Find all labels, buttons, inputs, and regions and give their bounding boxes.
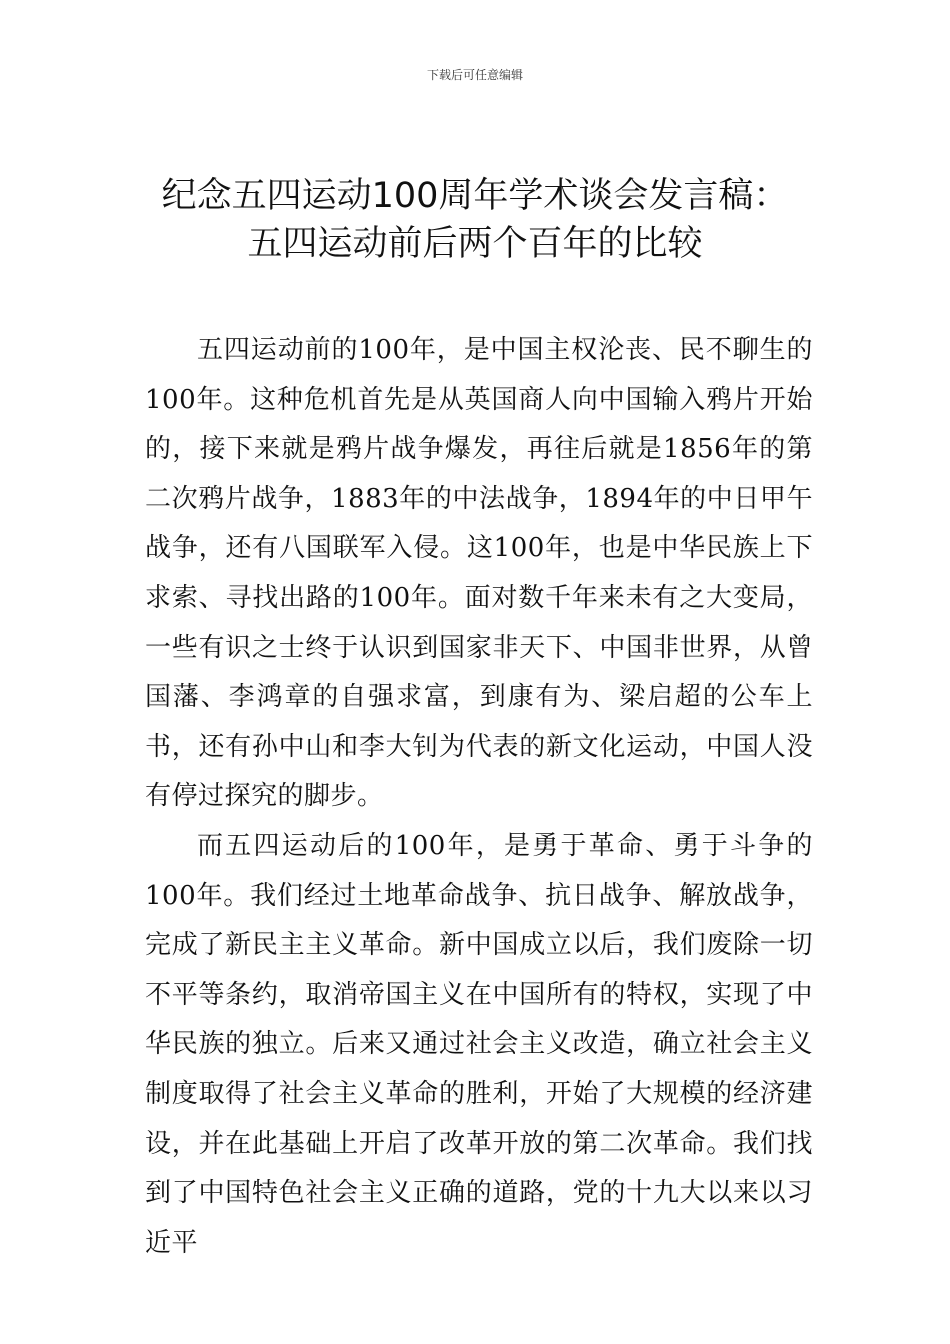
header-note: 下载后可任意编辑 [426,68,523,82]
title-line-2: 五四运动前后两个百年的比较 [247,224,703,264]
paragraph-2: 而五四运动后的100年，是勇于革命、勇于斗争的100年。我们经过土地革命战争、抗日战争、解放战争，完成了新民主主义革命。新中国成立以后，我们废除一切不平等条约，取消帝国主义在中国所有的特权，实现了中华民族的独立。后来又通过社会主义改造，确立社会主义制度取得了社会主义革命的胜利，开始了大规模的经济建设，并在此基础上开启了改革开放的第二次革命。我们找到了中国特色社会主义正确的道路，党的十九大以来以习近平 [145,830,813,1258]
document-body [145,326,813,1268]
document-title [0,172,950,268]
title-line-1: 纪念五四运动100周年学术谈会发言稿： [161,176,789,216]
paragraph-1: 五四运动前的100年，是中国主权沦丧、民不聊生的100年。这种危机首先是从英国商人向中国输入鸦片开始的，接下来就是鸦片战争爆发，再往后就是1856年的第二次鸦片战争，1883年的中法战争，1894年的中日甲午战争，还有八国联军入侵。这100年，也是中华民族上下求索、寻找出路的100年。面对数千年来未有之大变局，一些有识之士终于认识到国家非天下、中国非世界，从曾国藩、李鸿章的自强求富，到康有为、梁启超的公车上书，还有孙中山和李大钊为代表的新文化运动，中国人没有停过探究的脚步。 [145,335,813,812]
